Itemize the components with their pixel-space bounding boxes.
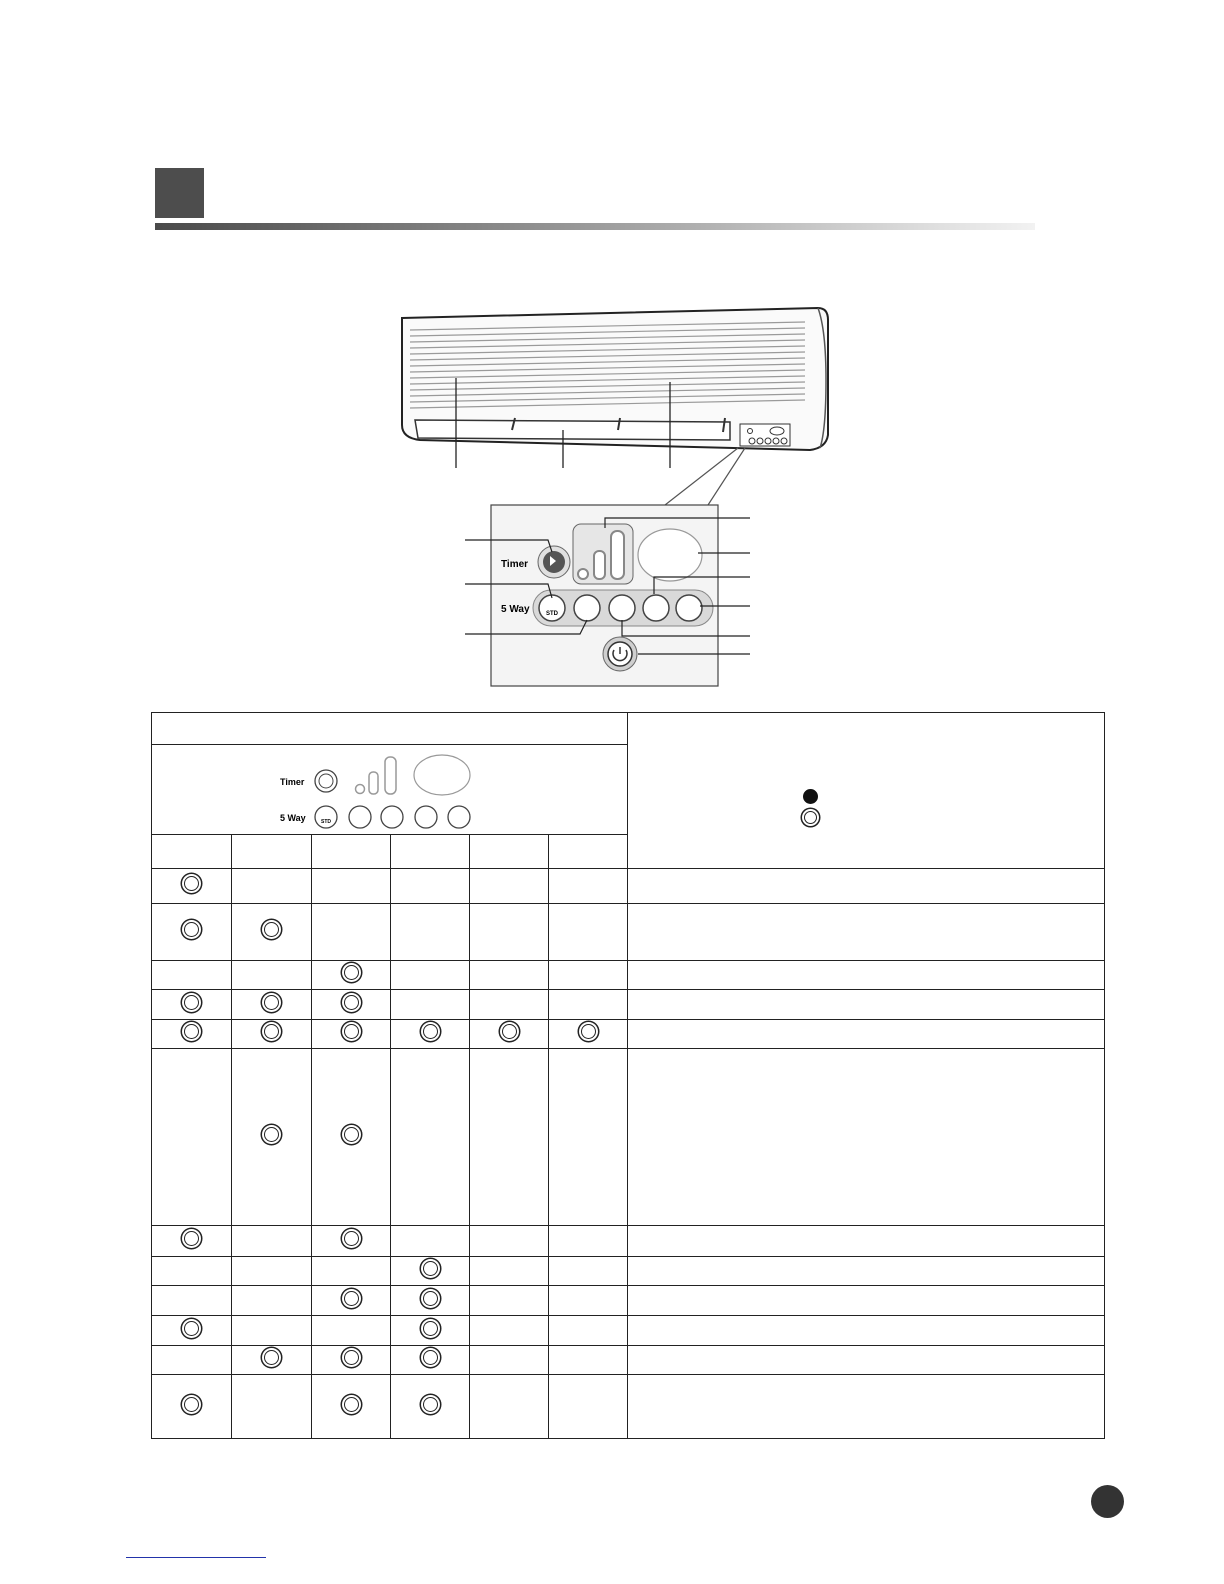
lamp-cell (549, 1020, 628, 1049)
table-row (152, 990, 1105, 1020)
lamp-blink-icon (264, 922, 279, 937)
column-header-1 (152, 835, 232, 869)
lamp-cell (391, 1049, 470, 1226)
lamp-blink-icon (184, 1024, 199, 1039)
column-header-5 (470, 835, 549, 869)
lamp-cell (391, 1375, 470, 1439)
indoor-unit-body (402, 308, 828, 450)
column-header-6 (549, 835, 628, 869)
lamp-cell (391, 961, 470, 990)
lamp-cell (312, 1049, 391, 1226)
lamp-cell (312, 904, 391, 961)
lamp-blink-icon (184, 876, 199, 891)
section-rule (155, 223, 1035, 230)
lamp-blink-icon (184, 995, 199, 1010)
lamp-blink-icon (344, 1291, 359, 1306)
row-description (628, 990, 1105, 1020)
lamp-blink-icon (423, 1261, 438, 1276)
lamp-cell (232, 904, 312, 961)
lamp-cell (152, 1375, 232, 1439)
lamp-cell (549, 1257, 628, 1286)
lamp-cell (312, 1226, 391, 1257)
lamp-cell (391, 990, 470, 1020)
table-row (152, 869, 1105, 904)
lamp-cell (470, 904, 549, 961)
lamp-cell (232, 961, 312, 990)
lamp-cell (232, 1257, 312, 1286)
lamp-cell (152, 869, 232, 904)
lamp-blink-icon (423, 1350, 438, 1365)
row-description (628, 1257, 1105, 1286)
mini-panel-cell (152, 745, 628, 835)
row-description (628, 961, 1105, 990)
lamp-cell (152, 1020, 232, 1049)
lamp-cell (152, 1049, 232, 1226)
row-description (628, 1020, 1105, 1049)
panel-std-label: STD (546, 611, 558, 617)
lamp-cell (549, 961, 628, 990)
lamp-cell (470, 1049, 549, 1226)
row-description (628, 1286, 1105, 1316)
lamp-cell (549, 1226, 628, 1257)
lamp-cell (232, 1226, 312, 1257)
lamp-cell (549, 1316, 628, 1346)
footer-link-underline (126, 1557, 266, 1558)
control-panel-enlarged (491, 505, 718, 686)
table-row (152, 1020, 1105, 1049)
lamp-cell (470, 1316, 549, 1346)
lamp-blink-icon (264, 1024, 279, 1039)
panel-timer-label: Timer (501, 559, 529, 570)
lamp-blink-icon (184, 1397, 199, 1412)
lamp-blink-icon (344, 1350, 359, 1365)
lamp-cell (470, 1020, 549, 1049)
lamp-blink-legend-icon (804, 811, 817, 824)
lamp-blink-icon (344, 1397, 359, 1412)
lamp-blink-icon (581, 1024, 596, 1039)
lamp-cell (391, 1257, 470, 1286)
lamp-cell (152, 1286, 232, 1316)
lamp-cell (232, 1316, 312, 1346)
lamp-cell (549, 904, 628, 961)
lamp-blink-icon (344, 1127, 359, 1142)
lamp-cell (232, 990, 312, 1020)
lamp-cell (549, 1375, 628, 1439)
lamp-cell (312, 1346, 391, 1375)
table-row (152, 1049, 1105, 1226)
lamp-cell (470, 1286, 549, 1316)
panel-fiveway-label: 5 Way (501, 604, 530, 615)
lamp-cell (470, 961, 549, 990)
lamp-cell (152, 1257, 232, 1286)
lamp-blink-icon (264, 995, 279, 1010)
table-row (152, 961, 1105, 990)
lamp-cell (549, 990, 628, 1020)
lamp-cell (391, 1286, 470, 1316)
table-row (152, 1375, 1105, 1439)
table-row (152, 1316, 1105, 1346)
table-row (152, 1226, 1105, 1257)
mini-timer-label: Timer (280, 777, 305, 787)
indicator-rows (152, 869, 1105, 1439)
indicator-table (151, 712, 1105, 1439)
lamp-cell (391, 904, 470, 961)
lamp-cell (232, 1286, 312, 1316)
lamp-blink-icon (423, 1321, 438, 1336)
lamp-cell (312, 961, 391, 990)
row-description (628, 1346, 1105, 1375)
page-number-badge (1091, 1485, 1124, 1518)
lamp-blink-icon (502, 1024, 517, 1039)
lamp-on-legend-icon (803, 789, 818, 804)
lamp-cell (312, 1020, 391, 1049)
indoor-unit-illustration (380, 300, 830, 700)
lamp-cell (470, 1346, 549, 1375)
lamp-cell (470, 869, 549, 904)
lamp-cell (312, 1316, 391, 1346)
lamp-blink-icon (344, 995, 359, 1010)
lamp-blink-icon (184, 1231, 199, 1246)
lamp-cell (312, 1375, 391, 1439)
lamp-blink-icon (264, 1350, 279, 1365)
lamp-cell (470, 1226, 549, 1257)
lamp-cell (549, 1049, 628, 1226)
lamp-cell (312, 1286, 391, 1316)
lamp-cell (152, 990, 232, 1020)
row-description (628, 904, 1105, 961)
table-row (152, 1286, 1105, 1316)
lamp-cell (391, 1316, 470, 1346)
lamp-cell (549, 869, 628, 904)
row-description (628, 869, 1105, 904)
mini-control-panel (152, 745, 628, 834)
lamp-cell (232, 1049, 312, 1226)
lamp-cell (470, 1257, 549, 1286)
column-header-3 (312, 835, 391, 869)
lamp-blink-icon (344, 1024, 359, 1039)
table-row (152, 1257, 1105, 1286)
lamp-cell (232, 1346, 312, 1375)
lamp-cell (232, 1375, 312, 1439)
lamp-cell (391, 1020, 470, 1049)
legend-cell (628, 713, 1105, 869)
table-header-title (152, 713, 628, 745)
lamp-blink-icon (423, 1397, 438, 1412)
lamp-cell (470, 1375, 549, 1439)
column-header-2 (232, 835, 312, 869)
lamp-cell (391, 1346, 470, 1375)
lamp-cell (470, 990, 549, 1020)
mini-fiveway-label: 5 Way (280, 813, 306, 823)
row-description (628, 1049, 1105, 1226)
lamp-cell (152, 904, 232, 961)
lamp-cell (391, 869, 470, 904)
table-row (152, 1346, 1105, 1375)
lamp-cell (312, 990, 391, 1020)
lamp-blink-icon (344, 1231, 359, 1246)
lamp-blink-icon (184, 922, 199, 937)
table-row (152, 904, 1105, 961)
lamp-cell (549, 1346, 628, 1375)
mini-std-label: STD (321, 819, 331, 825)
lamp-cell (232, 869, 312, 904)
lamp-cell (312, 1257, 391, 1286)
row-description (628, 1316, 1105, 1346)
column-header-4 (391, 835, 470, 869)
row-description (628, 1226, 1105, 1257)
row-description (628, 1375, 1105, 1439)
lamp-cell (232, 1020, 312, 1049)
lamp-blink-icon (423, 1291, 438, 1306)
lamp-cell (152, 1346, 232, 1375)
lamp-cell (391, 1226, 470, 1257)
lamp-cell (152, 1226, 232, 1257)
lamp-blink-icon (344, 965, 359, 980)
lamp-cell (312, 869, 391, 904)
lamp-cell (152, 961, 232, 990)
lamp-blink-icon (184, 1321, 199, 1336)
lamp-cell (152, 1316, 232, 1346)
section-marker (155, 168, 204, 218)
lamp-blink-icon (264, 1127, 279, 1142)
lamp-blink-icon (423, 1024, 438, 1039)
lamp-cell (549, 1286, 628, 1316)
